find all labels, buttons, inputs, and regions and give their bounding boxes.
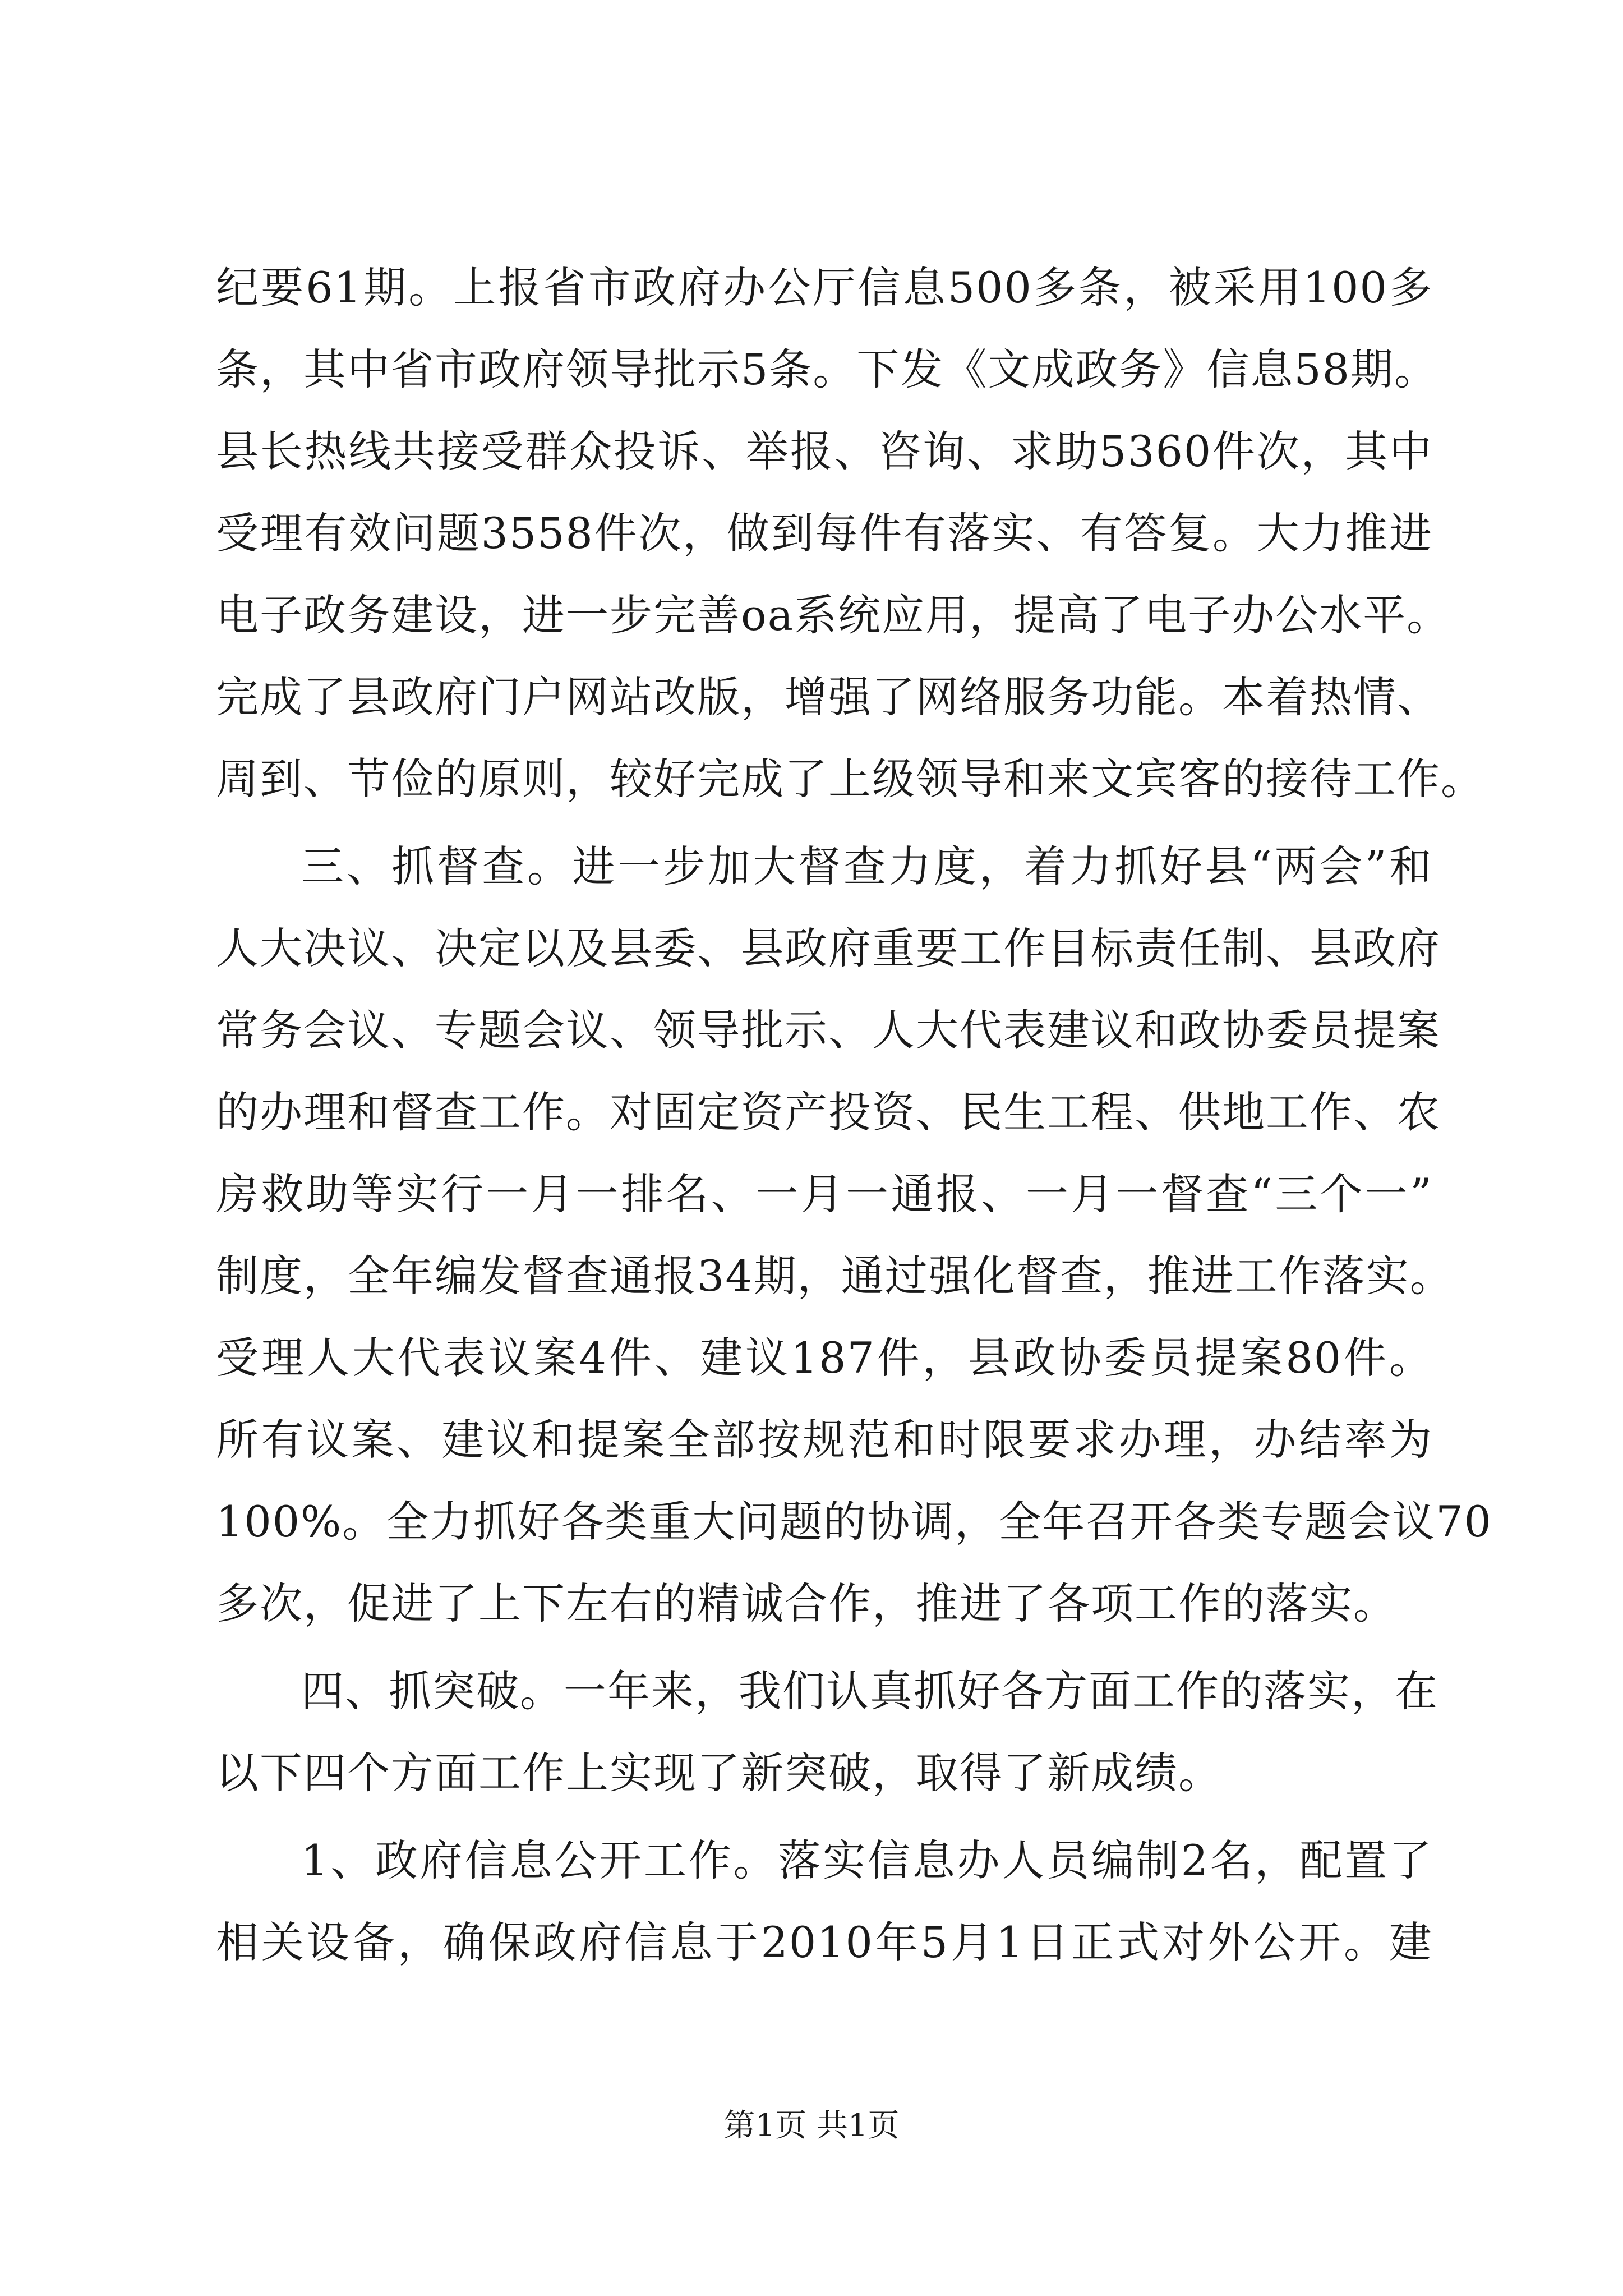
paragraph-heading-line: 四、抓突破。一年来，我们认真抓好各方面工作的落实，在 [301, 1666, 1438, 1716]
text-line: 受理有效问题3558件次，做到每件有落实、有答复。大力推进 [216, 508, 1433, 558]
text-line: 多次，促进了上下左右的精诚合作，推进了各项工作的落实。 [216, 1579, 1397, 1628]
text-line: 以下四个方面工作上实现了新突破，取得了新成绩。 [216, 1748, 1222, 1798]
text-line: 相关设备，确保政府信息于2010年5月1日正式对外公开。建 [216, 1917, 1433, 1967]
text-line: 纪要61期。上报省市政府办公厅信息500多条，被采用100多 [216, 263, 1433, 312]
text-line: 周到、节俭的原则，较好完成了上级领导和来文宾客的接待工作。 [216, 754, 1484, 804]
text-line: 人大决议、决定以及县委、县政府重要工作目标责任制、县政府 [216, 923, 1441, 973]
text-line: 条，其中省市政府领导批示5条。下发《文成政务》信息58期。 [216, 344, 1438, 394]
text-line: 所有议案、建议和提案全部按规范和时限要求办理，办结率为 [216, 1415, 1433, 1465]
text-line: 制度，全年编发督查通报34期，通过强化督查，推进工作落实。 [216, 1251, 1454, 1301]
text-line: 房救助等实行一月一排名、一月一通报、一月一督查“三个一” [216, 1169, 1433, 1219]
text-line: 电子政务建设，进一步完善oa系统应用，提高了电子办公水平。 [216, 590, 1451, 640]
body-text [216, 247, 1492, 1984]
text-line: 的办理和督查工作。对固定资产投资、民生工程、供地工作、农 [216, 1087, 1441, 1137]
paragraph-heading-line: 三、抓督查。进一步加大督查力度，着力抓好县“两会”和 [301, 841, 1433, 891]
text-line: 常务会议、专题会议、领导批示、人大代表建议和政协委员提案 [216, 1005, 1441, 1055]
text-line: 受理人大代表议案4件、建议187件，县政协委员提案80件。 [216, 1333, 1433, 1383]
page-footer: 第1页 共1页 [723, 2108, 900, 2144]
text-line: 100%。全力抓好各类重大问题的协调，全年召开各类专题会议70 [216, 1497, 1492, 1547]
paragraph-heading-line: 1、政府信息公开工作。落实信息办人员编制2名，配置了 [301, 1835, 1433, 1885]
text-line: 县长热线共接受群众投诉、举报、咨询、求助5360件次，其中 [216, 426, 1433, 476]
text-line: 完成了县政府门户网站改版，增强了网络服务功能。本着热情、 [216, 672, 1441, 722]
